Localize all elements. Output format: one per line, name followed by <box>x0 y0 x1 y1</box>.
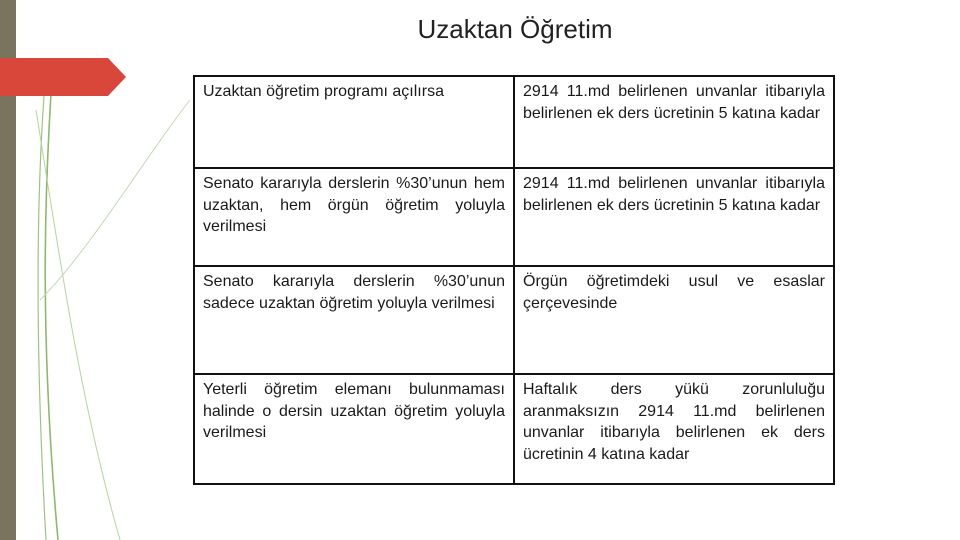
decorative-lines <box>0 0 200 540</box>
decorative-curve-3 <box>36 110 120 540</box>
rule-cell: Örgün öğretimdeki usul ve esaslar çerçevesinde <box>514 266 834 374</box>
rule-cell: 2914 11.md belirlenen unvanlar itibarıyla belirlenen ek ders ücretinin 5 katına kadar <box>514 168 834 266</box>
rule-cell: Haftalık ders yükü zorunluluğu aranmaksızın 2914 11.md belirlenen unvanlar itibarıyla belirlenen ek ders ücretinin 4 katına kadar <box>514 374 834 484</box>
condition-cell: Uzaktan öğretim programı açılırsa <box>194 76 514 168</box>
allowance-table <box>193 75 835 485</box>
condition-cell: Senato kararıyla derslerin %30’unun hem uzaktan, hem örgün öğretim yoluyla verilmesi <box>194 168 514 266</box>
slide-title: Uzaktan Öğretim <box>417 14 613 44</box>
arrow-pointer-shape <box>0 58 126 96</box>
table-row <box>194 374 834 484</box>
condition-cell: Senato kararıyla derslerin %30’unun sadece uzaktan öğretim yoluyla verilmesi <box>194 266 514 374</box>
rule-cell: 2914 11.md belirlenen unvanlar itibarıyla belirlenen ek ders ücretinin 5 katına kadar <box>514 76 834 168</box>
decorative-curve-1 <box>45 78 58 540</box>
condition-cell: Yeterli öğretim elemanı bulunmaması halinde o dersin uzaktan öğretim yoluyla verilmesi <box>194 374 514 484</box>
decorative-curve-4 <box>40 100 190 300</box>
table-row <box>194 266 834 374</box>
table-row <box>194 76 834 168</box>
table-row <box>194 168 834 266</box>
